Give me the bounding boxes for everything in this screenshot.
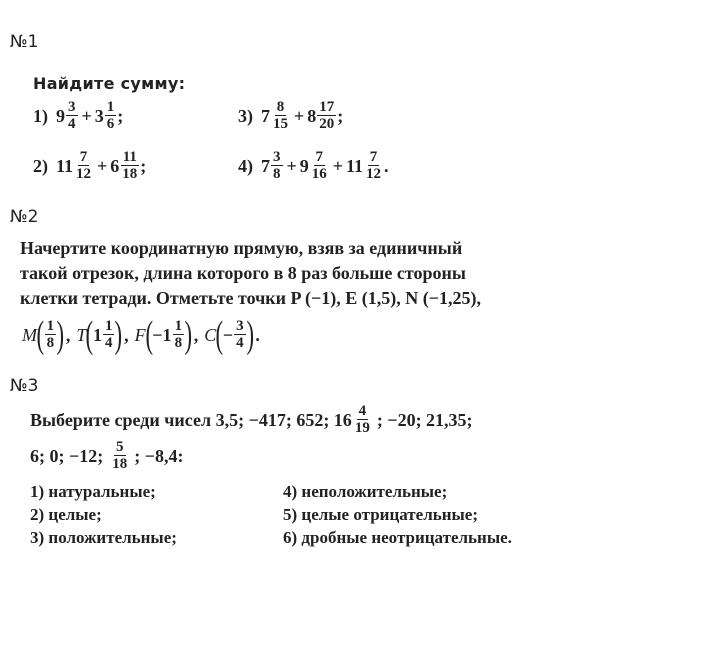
right-paren: ) [56,314,65,356]
option-6: 6) дробные неотрицательные. [283,528,512,547]
separator: , [193,324,199,345]
left-paren: ( [145,314,153,356]
point-label: C [204,324,217,345]
numerator: 1 [174,318,183,334]
denominator: 8 [273,166,281,182]
numerator: 3 [236,318,244,334]
right-paren: ) [246,314,254,356]
numbers-list-end: ; −8,4: [134,445,184,466]
denominator: 4 [68,116,76,132]
fraction [45,319,57,351]
task-2-points-row [22,316,266,354]
numerator: 1 [104,318,113,334]
task-2-line-1: Начертите координатную прямую, взяв за единичный [20,238,463,258]
whole-part: 9 [56,105,65,126]
denominator: 4 [104,335,113,351]
numbers-list-start: 6; 0; −12; [30,445,104,466]
fraction [353,404,372,436]
fraction [74,150,93,182]
options-right-column [283,482,512,551]
task-2-line-3: клетки тетради. Отметьте точки P (−1), E (1,5), N (−1,25), [20,288,482,308]
denominator: 6 [106,116,115,132]
plus-sign: + [97,155,108,176]
denominator: 18 [112,456,128,472]
numerator: 7 [79,149,88,165]
task-3-line-1 [30,404,473,436]
task-2-line-2: такой отрезок, длина которого в 8 раз больше стороны [20,263,466,283]
fraction [364,150,383,182]
sum-problem-3 [238,100,343,132]
task-3-label: №3 [10,376,39,396]
terminator: ; [337,105,344,126]
numerator: 8 [276,99,285,115]
denominator: 8 [174,335,183,351]
problem-number: 4) [238,155,253,176]
numbers-list-end: ; −20; 21,35; [376,409,473,430]
point-label: M [22,324,37,345]
whole-part: 8 [307,105,317,126]
denominator: 8 [46,335,55,351]
plus-sign: + [332,155,344,176]
right-paren: ) [115,314,123,356]
fraction [271,100,290,132]
fraction [103,319,115,351]
task-3-line-2 [30,440,184,472]
fraction [317,100,336,132]
task-1-label: №1 [10,32,39,52]
terminator: . [384,155,389,176]
denominator: 19 [354,420,370,436]
whole-part: 6 [110,155,120,176]
point-label: T [76,324,87,345]
whole-part: 11 [346,155,364,176]
fraction [66,100,78,132]
problem-number: 3) [238,105,253,126]
whole-part: 3 [94,105,104,126]
fraction [310,150,329,182]
whole-part: 7 [261,105,270,126]
denominator: 12 [366,166,382,182]
left-paren: ( [215,314,224,356]
separator: , [124,324,129,345]
options-left-column [30,482,177,551]
right-paren: ) [184,314,193,356]
separator: . [255,324,260,345]
left-paren: ( [36,314,45,356]
terminator: ; [140,155,147,176]
left-paren: ( [85,314,94,356]
task-2-label: №2 [10,207,39,227]
sum-problem-4 [238,150,389,182]
denominator: 4 [236,335,244,351]
numerator: 1 [46,318,55,334]
separator: , [65,324,71,345]
plus-sign: + [294,105,305,126]
fraction [173,319,185,351]
denominator: 16 [311,166,327,182]
whole-part: 7 [261,155,270,176]
numerator: 7 [369,149,378,165]
fraction [120,150,139,182]
numerator: 1 [106,99,115,115]
numbers-list-start: Выберите среди чисел 3,5; −417; 652; 16 [30,409,352,430]
sum-problem-2 [33,150,146,182]
fraction [105,100,117,132]
option-3: 3) положительные; [30,528,177,547]
fraction [110,440,129,472]
fraction [234,319,246,351]
task-1-heading: Найдите сумму: [33,74,186,93]
point-whole: −1 [152,324,172,345]
numerator: 3 [273,149,281,165]
plus-sign: + [286,155,297,176]
point-whole: − [222,324,234,345]
numerator: 17 [319,99,335,115]
numerator: 7 [315,149,324,165]
whole-part: 9 [299,155,309,176]
option-1: 1) натуральные; [30,482,156,501]
terminator: ; [117,105,124,126]
option-4: 4) неположительные; [283,482,448,501]
problem-number: 2) [33,155,48,176]
numerator: 5 [116,439,124,455]
denominator: 12 [76,166,92,182]
point-whole: 1 [92,324,102,345]
numerator: 11 [122,149,137,165]
plus-sign: + [81,105,92,126]
denominator: 20 [319,116,335,132]
denominator: 18 [122,166,138,182]
problem-number: 1) [33,105,48,126]
fraction [271,150,283,182]
numerator: 3 [68,99,76,115]
whole-part: 11 [56,155,74,176]
denominator: 15 [273,116,288,132]
numerator: 4 [358,403,367,419]
option-5: 5) целые отрицательные; [283,505,478,524]
point-label: F [134,324,146,345]
sum-problem-1 [33,100,123,132]
option-2: 2) целые; [30,505,102,524]
